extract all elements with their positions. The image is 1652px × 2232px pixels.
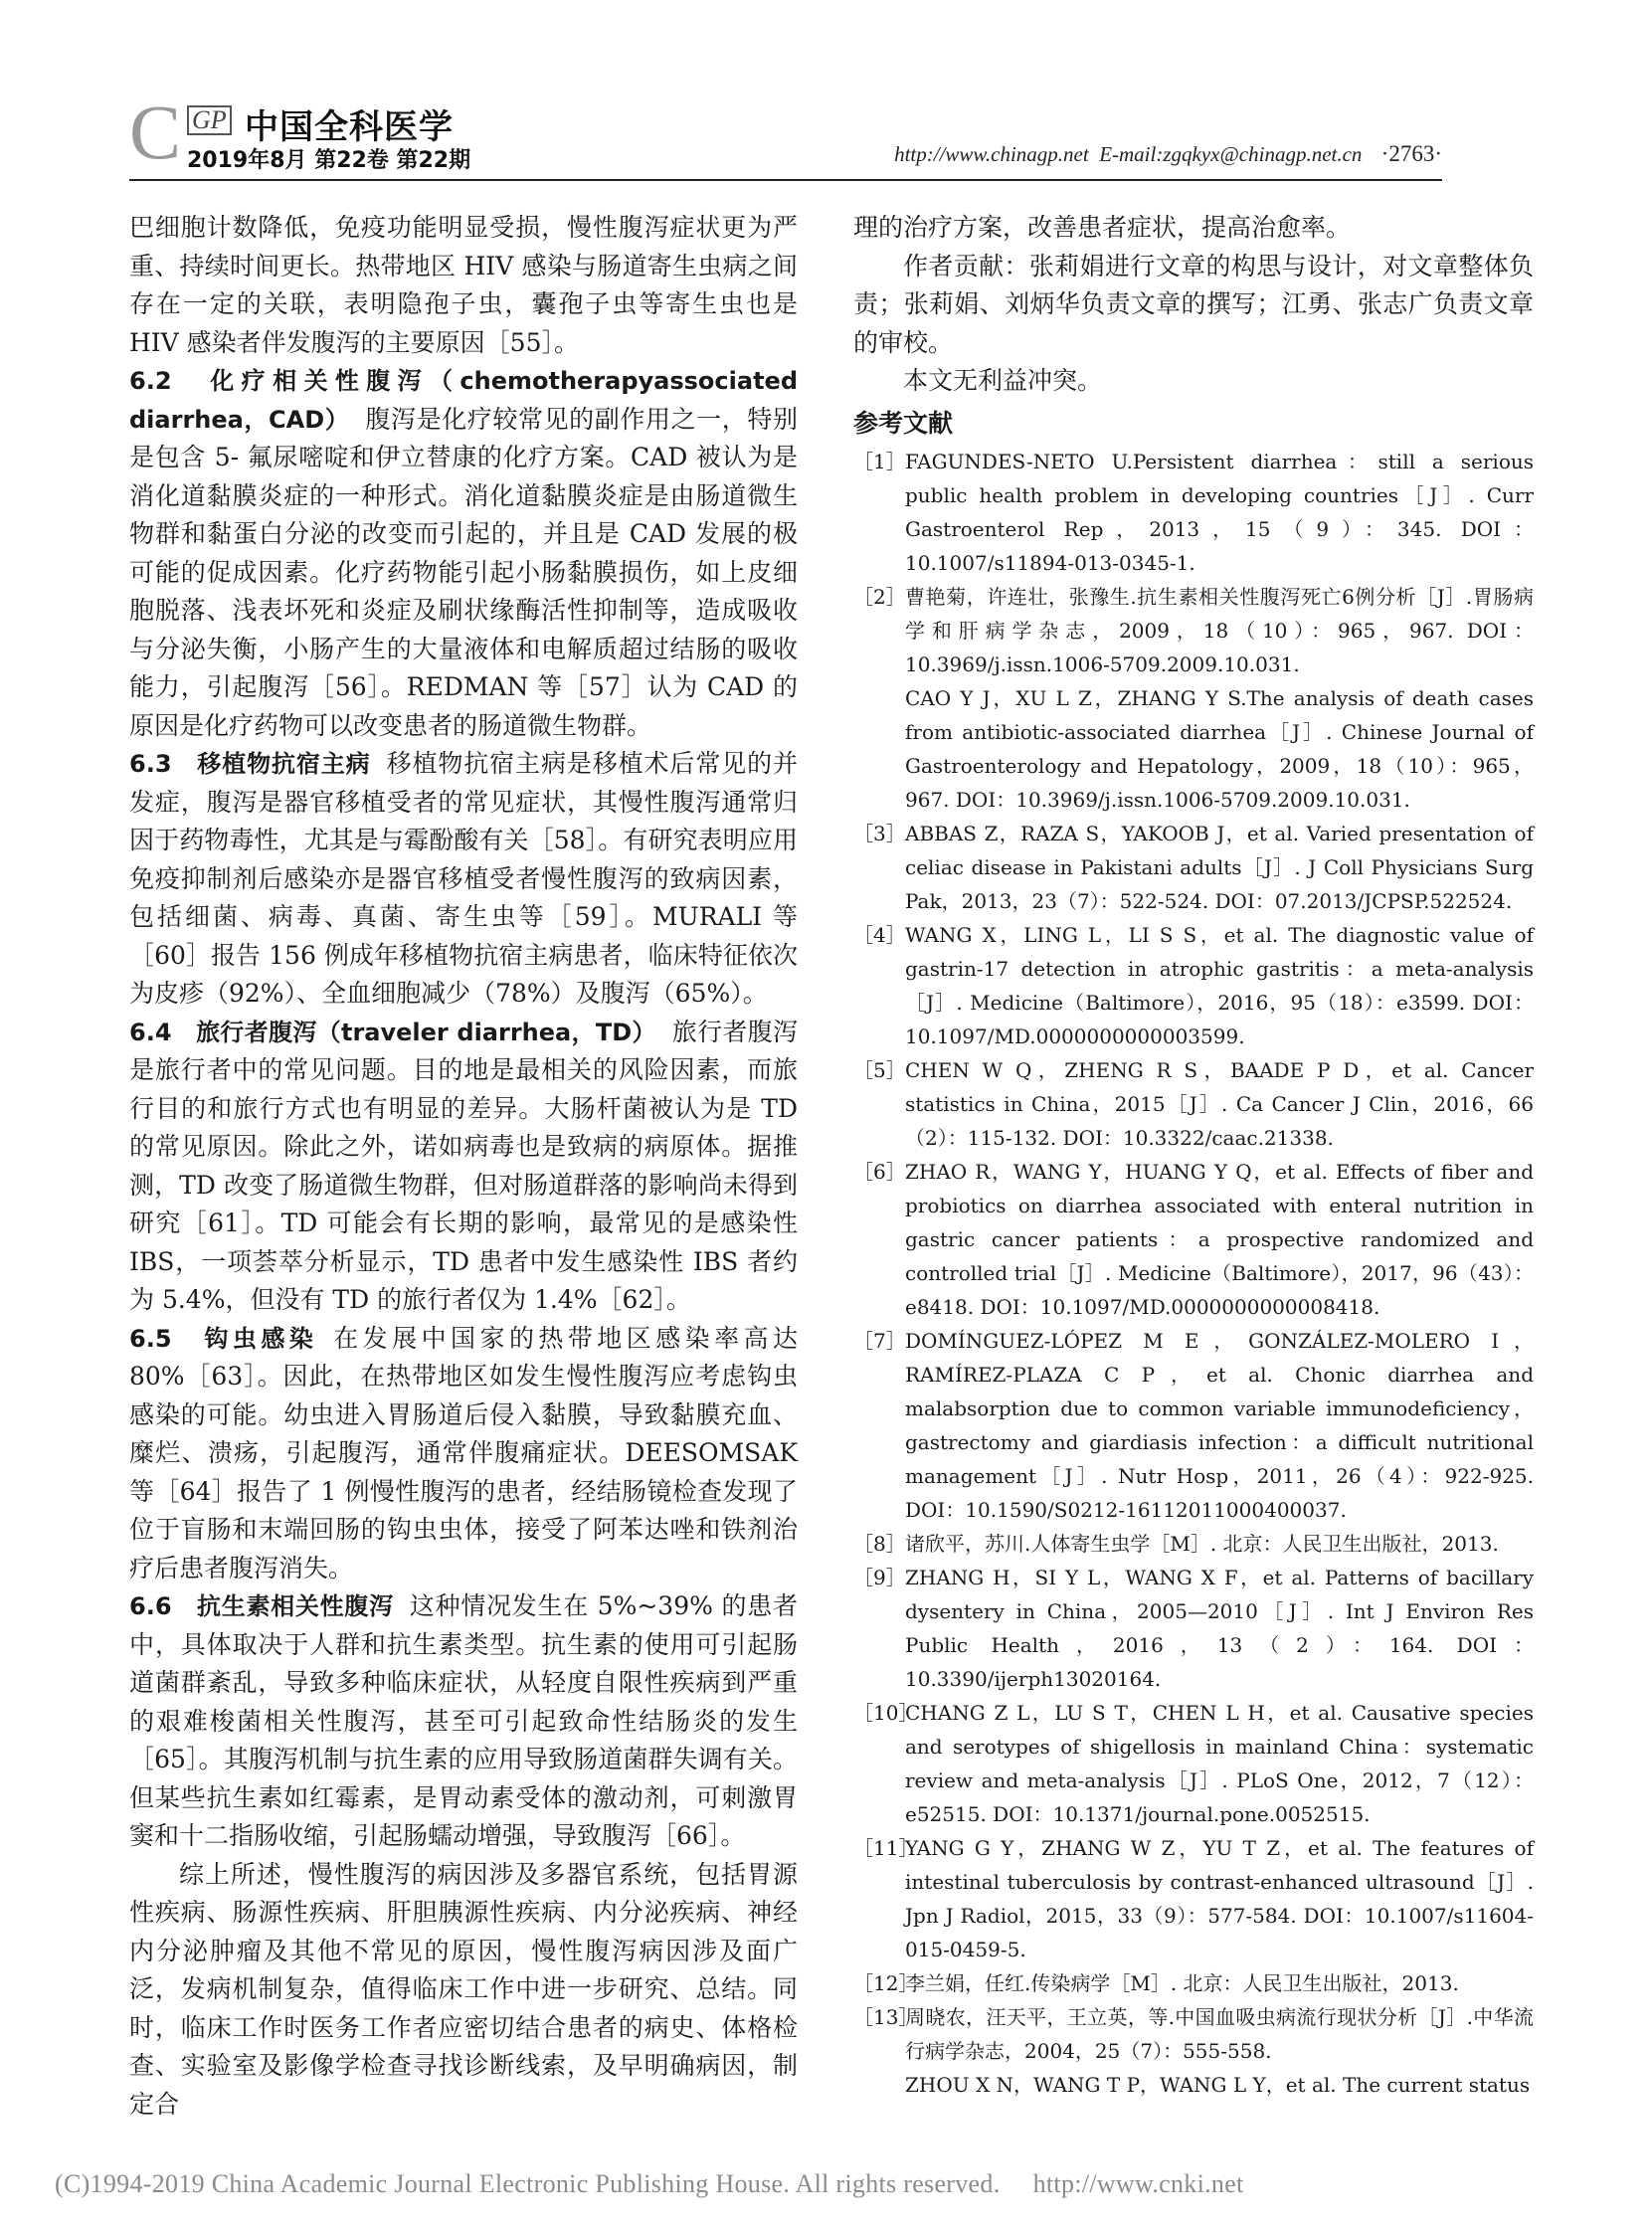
reference-text: ZHAO R，WANG Y，HUANG Y Q，et al. Effects of fiber and probiotics on diarrhea associated with enteral nutrition in gastric cancer patients：a prospective randomized and controlled trial［J］. Medicine（Baltimore），2017，96（43）：e8418. DOI：10.1097/MD.0000000000008418. <box>905 1159 1534 1319</box>
copyright-footer: (C)1994-2019 China Academic Journal Electronic Publishing House. All rights reserved. http://www.cnki.net <box>55 2169 1244 2198</box>
paragraph-text: 旅行者腹泻是旅行者中的常见问题。目的地是最相关的风险因素，而旅行目的和旅行方式也有明显的差异。大肠杆菌被认为是 TD 的常见原因。除此之外，诺如病毒也是致病的病原体。据推测，TD 改变了肠道微生物群，但对肠道群落的影响尚未得到研究［61］。TD 可能会有长期的影响，最常见的是感染性 IBS，一项荟萃分析显示，TD 患者中发生感染性 IBS 者约为 5.4%，但没有 TD 的旅行者仅为 1.4%［62］。 <box>129 1017 798 1314</box>
reference-number: ［13］ <box>853 2004 919 2029</box>
reference-item <box>853 1155 1534 1324</box>
reference-text: 诸欣平，苏川.人体寄生虫学［M］. 北京：人民卫生出版社，2013. <box>905 1531 1499 1556</box>
reference-item <box>853 1527 1534 1561</box>
reference-text: 李兰娟，任红.传染病学［M］. 北京：人民卫生出版社，2013. <box>905 1970 1459 1995</box>
reference-list <box>853 445 1534 2102</box>
section-heading: 6.5 钩虫感染 <box>129 1324 318 1353</box>
reference-number: ［12］ <box>853 1970 919 1995</box>
reference-number: ［3］ <box>853 821 906 845</box>
reference-item <box>853 918 1534 1053</box>
body-paragraph: 本文无利益冲突。 <box>903 366 1103 395</box>
reference-item <box>853 1696 1534 1831</box>
paragraph-text: 移植物抗宿主病是移植术后常见的并发症，腹泻是器官移植受者的常见症状，其慢性腹泻通常归因于药物毒性，尤其是与霉酚酸有关［58］。有研究表明应用免疫抑制剂后感染亦是器官移植受者慢性腹泻的致病因素，包括细菌、病毒、真菌、寄生虫等［59］。MURALI 等［60］报告 156 例成年移植物抗宿主病患者，临床特征依次为皮疹（92%）、全血细胞减少（78%）及腹泻（65%）。 <box>129 749 798 1008</box>
body-paragraph: 作者贡献：张莉娟进行文章的构思与设计，对文章整体负责；张莉娟、刘炳华负责文章的撰写；江勇、张志广负责文章的审校。 <box>853 251 1534 357</box>
journal-title: 中国全科医学 <box>245 107 454 147</box>
reference-item <box>853 1831 1534 1966</box>
body-paragraph <box>129 1014 798 1320</box>
reference-text: FAGUNDES-NETO U.Persistent diarrhea：still a serious public health problem in developing countries［J］. Curr Gastroenterol Rep，2013，15（9）：345. DOI：10.1007/s11894-013-0345-1. <box>905 449 1534 575</box>
reference-item <box>853 1053 1534 1155</box>
body-paragraph <box>129 1587 798 1856</box>
references-title: 参考文献 <box>853 408 954 438</box>
header-rule <box>129 179 1442 181</box>
reference-number: ［1］ <box>853 449 906 473</box>
right-column <box>853 209 1534 2102</box>
reference-text: ZHOU X N，WANG T P，WANG L Y，et al. The current status <box>905 2072 1531 2097</box>
logo-letter: C <box>129 89 182 175</box>
journal-email: E-mail:zgqkyx@chinagp.net.cn <box>1099 142 1363 166</box>
paragraph-text: 综上所述，慢性腹泻的病因涉及多器官系统，包括胃源性疾病、肠源性疾病、肝胆胰源性疾病、内分泌疾病、神经内分泌肿瘤及其他不常见的原因，慢性腹泻病因涉及面广泛，发病机制复杂，值得临床工作中进一步研究、总结。同时，临床工作时医务工作者应密切结合患者的病史、体格检查、实验室及影像学检查寻找诊断线索，及早明确病因，制定合 <box>129 1859 798 2119</box>
reference-text: DOMÍNGUEZ-LÓPEZ M E，GONZÁLEZ-MOLERO I，RAMÍREZ-PLAZA C P，et al. Chonic diarrhea and malabsorption due to common variable immunodeficiency，gastrectomy and giardiasis infection：a difficult nutritional management［J］. Nutr Hosp，2011，26（4）：922-925. DOI：10.1590/S0212-16112011000400037. <box>905 1328 1534 1522</box>
reference-text: ZHANG H，SI Y L，WANG X F，et al. Patterns of bacillary dysentery in China，2005—2010［J］. Int J Environ Res Public Health，2016，13（2）：164. DOI：10.3390/ijerph13020164. <box>905 1565 1534 1691</box>
reference-text: CAO Y J，XU L Z，ZHANG Y S.The analysis of death cases from antibiotic-associated diarrhea［J］. Chinese Journal of Gastroenterology and Hepatology，2009，18（10）：965，967. DOI：10.3969/j.issn.1006-5709.2009.10.031. <box>905 685 1534 812</box>
section-heading: 6.4 旅行者腹泻（traveler diarrhea，TD） <box>129 1018 656 1046</box>
body-paragraph <box>129 1856 798 2125</box>
body-paragraph <box>129 745 798 1014</box>
reference-item <box>853 817 1534 918</box>
reference-text: 曹艳菊，许连壮，张豫生.抗生素相关性腹泻死亡6例分析［J］.胃肠病学和肝病学杂志，2009，18（10）：965，967. DOI：10.3969/j.issn.1006-5709.2009.10.031. <box>905 584 1534 676</box>
page-number: ·2763· <box>1380 141 1442 166</box>
reference-number: ［2］ <box>853 584 906 609</box>
left-column <box>129 209 798 2124</box>
reference-number: ［11］ <box>853 1835 919 1860</box>
paragraph-text: 巴细胞计数降低，免疫功能明显受损，慢性腹泻症状更为严重、持续时间更长。热带地区 HIV 感染与肠道寄生虫病之间存在一定的关联，表明隐孢子虫，囊孢子虫等寄生虫也是 HIV 感染者伴发腹泻的主要原因［55］。 <box>129 213 798 357</box>
reference-text: ABBAS Z，RAZA S，YAKOOB J，et al. Varied presentation of celiac disease in Pakistani adults［J］. J Coll Physicians Surg Pak，2013，23（7）：522-524. DOI：07.2013/JCPSP.522524. <box>905 821 1534 913</box>
journal-website: http://www.chinagp.net <box>894 142 1089 166</box>
reference-text: YANG G Y，ZHANG W Z，YU T Z，et al. The features of intestinal tuberculosis by contrast-enhanced ultrasound［J］. Jpn J Radiol，2015，33（9）：577-584. DOI：10.1007/s11604-015-0459-5. <box>905 1835 1534 1961</box>
reference-text: 周晓农，汪天平，王立英，等.中国血吸虫病流行现状分析［J］.中华流行病学杂志，2004，25（7）：555-558. <box>905 2004 1534 2063</box>
paragraph-text: 腹泻是化疗较常见的副作用之一，特别是包含 5- 氟尿嘧啶和伊立替康的化疗方案。CAD 被认为是消化道黏膜炎症的一种形式。消化道黏膜炎症是由肠道微生物群和黏蛋白分泌的改变而引起的，并且是 CAD 发展的极可能的促成因素。化疗药物能引起小肠黏膜损伤，如上皮细胞脱落、浅表坏死和炎症及刷状缘酶活性抑制等，造成吸收与分泌失衡，小肠产生的大量液体和电解质超过结肠的吸收能力，引起腹泻［56］。REDMAN 等［57］认为 CAD 的原因是化疗药物可以改变患者的肠道微生物群。 <box>129 404 798 740</box>
reference-item <box>853 1324 1534 1527</box>
reference-item <box>853 580 1534 681</box>
paragraph-text: 这种情况发生在 5%~39% 的患者中，具体取决于人群和抗生素类型。抗生素的使用可引起肠道菌群紊乱，导致多种临床症状，从轻度自限性疾病到严重的艰难梭菌相关性腹泻，甚至可引起致命性结肠炎的发生［65］。其腹泻机制与抗生素的应用导致肠道菌群失调有关。但某些抗生素如红霉素，是胃动素受体的激动剂，可刺激胃窦和十二指肠收缩，引起肠蠕动增强，导致腹泻［66］。 <box>129 1591 798 1850</box>
logo-gp-mark: GP <box>187 105 232 135</box>
reference-item <box>853 2068 1534 2102</box>
body-paragraph: 理的治疗方案，改善患者症状，提高治愈率。 <box>853 213 1352 242</box>
page-header <box>129 89 1442 179</box>
body-paragraph <box>129 362 798 745</box>
section-heading: 6.6 抗生素相关性腹泻 <box>129 1592 394 1620</box>
reference-item <box>853 1561 1534 1696</box>
reference-number: ［10］ <box>853 1700 919 1725</box>
reference-number: ［8］ <box>853 1531 906 1556</box>
reference-item <box>853 2000 1534 2068</box>
paragraph-text: 在发展中国家的热带地区感染率高达 80%［63］。因此，在热带地区如发生慢性腹泻应考虑钩虫感染的可能。幼虫进入胃肠道后侵入黏膜，导致黏膜充血、糜烂、溃疡，引起腹泻，通常伴腹痛症状。DEESOMSAK 等［64］报告了 1 例慢性腹泻的患者，经结肠镜检查发现了位于盲肠和末端回肠的钩虫虫体，接受了阿苯达唑和铁剂治疗后患者腹泻消失。 <box>129 1323 798 1582</box>
reference-number: ［7］ <box>853 1328 906 1353</box>
journal-issue: 2019年8月 第22卷 第22期 <box>187 148 471 173</box>
reference-item <box>853 1966 1534 2000</box>
body-paragraph <box>129 209 798 362</box>
reference-number: ［9］ <box>853 1565 906 1589</box>
conclusion-continuation <box>853 209 1534 401</box>
reference-number: ［5］ <box>853 1057 906 1082</box>
reference-number: ［6］ <box>853 1159 906 1184</box>
header-contact <box>894 141 1442 167</box>
reference-text: CHEN W Q，ZHENG R S，BAADE P D，et al. Cancer statistics in China，2015［J］. Ca Cancer J Clin，2016，66（2）：115-132. DOI：10.3322/caac.21338. <box>905 1057 1534 1150</box>
reference-item <box>853 681 1534 817</box>
reference-text: WANG X，LING L，LI S S，et al. The diagnostic value of gastrin-17 detection in atrophic gastritis：a meta-analysis［J］. Medicine（Baltimore），2016，95（18）：e3599. DOI：10.1097/MD.0000000000003599. <box>905 922 1534 1048</box>
reference-item <box>853 445 1534 580</box>
body-paragraph <box>129 1320 798 1588</box>
section-heading: 6.2 化疗相关性腹泻（chemotherapyassociated diarrhea，CAD） <box>129 367 798 434</box>
reference-text: CHANG Z L，LU S T，CHEN L H，et al. Causative species and serotypes of shigellosis in mainland China：systematic review and meta-analysis［J］. PLoS One，2012，7（12）：e52515. DOI：10.1371/journal.pone.0052515. <box>905 1700 1534 1826</box>
reference-number: ［4］ <box>853 922 906 947</box>
section-heading: 6.3 移植物抗宿主病 <box>129 750 371 778</box>
journal-logo <box>129 89 587 179</box>
